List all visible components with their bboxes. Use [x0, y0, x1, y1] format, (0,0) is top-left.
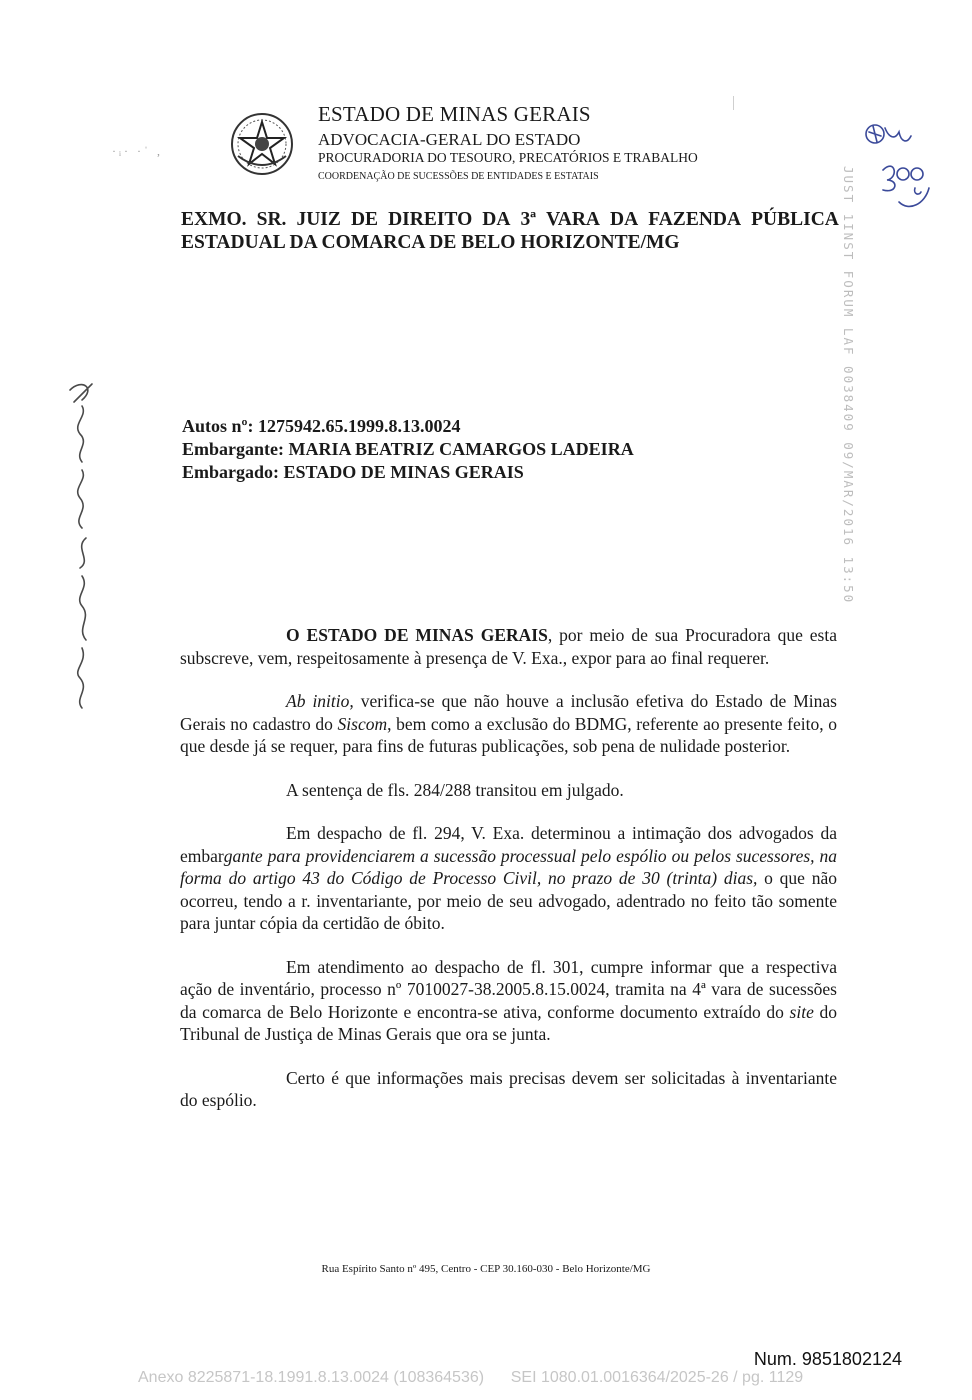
paragraph-text: , por meio de sua Procuradora que esta subscreve, vem, respeitosamente à presença de V. Exa., expor para ao final requerer.: [180, 625, 838, 668]
scan-artifact: [733, 96, 734, 110]
coat-of-arms-icon: [230, 112, 294, 176]
party-name: O ESTADO DE MINAS GERAIS: [286, 625, 548, 645]
addressee-word: FAZENDA: [648, 209, 742, 230]
footer-address: Rua Espírito Santo nº 495, Centro - CEP 30.160-030 - Belo Horizonte/MG: [321, 1263, 651, 1275]
addressee-word: DA: [610, 209, 639, 230]
addressee-word: VARA: [546, 209, 600, 230]
addressee-word: SR.: [256, 209, 287, 230]
paragraph-6: Certo é que informações mais precisas devem ser solicitadas à inventariante do espólio.: [180, 1067, 837, 1110]
handwritten-margin-note: [52, 378, 112, 738]
system-name: Siscom: [337, 713, 388, 734]
latin-phrase: Ab initio,: [286, 691, 354, 711]
paragraph-text: o que não ocorreu, tendo a r. inventariante, por meio de seu advogado, adentrado no feito tão somente para juntar cópia da certidão de óbito.: [180, 868, 837, 933]
addressee-word: EXMO.: [181, 209, 247, 230]
paragraph-4: [180, 822, 837, 935]
addressee: [181, 208, 839, 254]
handwritten-page-mark: [855, 118, 945, 228]
paragraph-2: [180, 690, 837, 758]
paragraph-text: Em despacho de fl. 294, V. Exa. determinou a intimação dos advogados da embar: [180, 823, 837, 866]
letterhead-office: PROCURADORIA DO TESOURO, PRECATÓRIOS E TRABALHO: [318, 150, 698, 165]
case-embargante: Embargante: MARIA BEATRIZ CAMARGOS LADEIRA: [182, 439, 634, 459]
addressee-word: PÚBLICA: [751, 209, 839, 230]
paragraph-text: , bem como a exclusão do BDMG, referente ao presente feito, o que desde já se requer, para fins de futuras publicações, sob pena de nulidade posterior.: [180, 713, 837, 756]
case-info: [182, 415, 634, 484]
case-number: Autos nº: 1275942.65.1999.8.13.0024: [182, 416, 461, 436]
addressee-word: JUIZ: [296, 209, 341, 230]
letterhead-title: ESTADO DE MINAS GERAIS: [318, 102, 591, 126]
scan-smudge: ·ᵢ· ·ˈ ,: [112, 144, 163, 158]
document-number: Num. 9851802124: [753, 1349, 902, 1369]
site-word: site: [789, 1001, 814, 1022]
addressee-word: DA: [482, 209, 511, 230]
addressee-line-1: [181, 208, 839, 231]
paragraph-text: do Tribunal de Justiça de Minas Gerais que ora se junta.: [180, 1001, 838, 1044]
letterhead-agency: ADVOCACIA-GERAL DO ESTADO: [318, 130, 581, 149]
paragraph-5: [180, 956, 837, 1046]
paragraph-text: Em atendimento ao despacho de fl. 301, cumpre informar que a respectiva ação de inventário, processo nº 7010027-38.2005.8.15.0024, tramita na 4ª vara de sucessões da comarca de Belo Horizonte e encontra-se ativa, conforme documento extraído do: [180, 956, 837, 1022]
paragraph-3: A sentença de fls. 284/288 transitou em julgado.: [286, 779, 624, 800]
quoted-order: gante para providenciarem a sucessão processual pelo espólio ou pelos sucessores, na forma do artigo 43 do Código de Processo Civil, no prazo de 30 (trinta) dias,: [180, 845, 837, 888]
petition-body: [180, 624, 837, 1133]
annex-watermark: Anexo 8225871-18.1991.8.13.0024 (108364536) SEI 1080.01.0016364/2025-26 / pg. 1129: [138, 1369, 804, 1386]
letterhead-coordination: COORDENAÇÃO DE SUCESSÕES DE ENTIDADES E ESTATAIS: [318, 171, 599, 182]
addressee-word: DE: [350, 209, 379, 230]
paragraph-text: verifica-se que não houve a inclusão efetiva do Estado de Minas Gerais no cadastro do: [180, 691, 837, 734]
addressee-line-2: ESTADUAL DA COMARCA DE BELO HORIZONTE/MG: [181, 232, 680, 253]
addressee-word: DIREITO: [388, 209, 473, 230]
addressee-word: 3ª: [520, 209, 537, 230]
paragraph-1: [180, 624, 837, 669]
case-embargado: Embargado: ESTADO DE MINAS GERAIS: [182, 462, 524, 482]
receipt-stamp: JUST 1INST FORUM LAF 0038409 09/MAR/2016 13:50: [841, 166, 856, 605]
